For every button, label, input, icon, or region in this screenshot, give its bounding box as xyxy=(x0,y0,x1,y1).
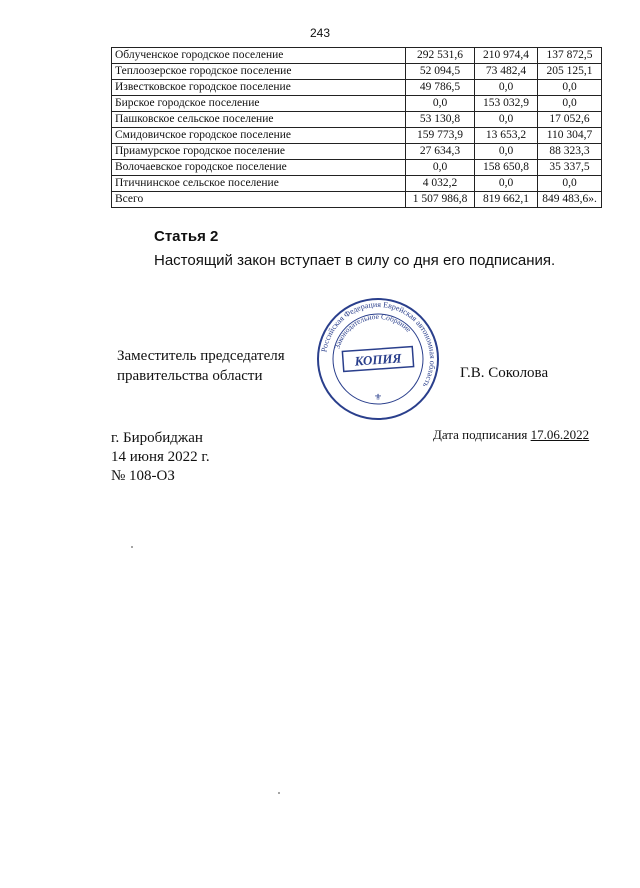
amount-cell: 0,0 xyxy=(538,176,602,192)
place-block xyxy=(111,429,210,486)
table-row xyxy=(112,192,602,208)
amount-cell: 0,0 xyxy=(475,176,538,192)
amount-cell: 849 483,6». xyxy=(538,192,602,208)
amount-cell: 292 531,6 xyxy=(406,48,475,64)
amount-cell: 210 974,4 xyxy=(475,48,538,64)
settlement-name-cell: Пашковское сельское поселение xyxy=(112,112,406,128)
amount-cell: 205 125,1 xyxy=(538,64,602,80)
amount-cell: 0,0 xyxy=(538,96,602,112)
signer-title xyxy=(117,346,285,386)
law-date: 14 июня 2022 г. xyxy=(111,449,210,465)
settlement-name-cell: Всего xyxy=(112,192,406,208)
table-row xyxy=(112,160,602,176)
article-heading: Статья 2 xyxy=(154,228,219,245)
settlement-name-cell: Облученское городское поселение xyxy=(112,48,406,64)
amount-cell: 137 872,5 xyxy=(538,48,602,64)
amount-cell: 4 032,2 xyxy=(406,176,475,192)
amount-cell: 35 337,5 xyxy=(538,160,602,176)
table-row xyxy=(112,96,602,112)
seal-copy-label: КОПИЯ xyxy=(354,350,402,369)
scan-speck xyxy=(278,792,280,794)
official-seal xyxy=(315,296,441,422)
amount-cell: 0,0 xyxy=(475,80,538,96)
settlement-name-cell: Известковское городское поселение xyxy=(112,80,406,96)
seal-outer-text: Российская Федерация Еврейская автономная область xyxy=(319,299,438,389)
amount-cell: 49 786,5 xyxy=(406,80,475,96)
settlement-name-cell: Смидовичское городское поселение xyxy=(112,128,406,144)
signer-name: Г.В. Соколова xyxy=(460,365,549,381)
amount-cell: 158 650,8 xyxy=(475,160,538,176)
scan-speck xyxy=(131,546,133,548)
amount-cell: 17 052,6 xyxy=(538,112,602,128)
table-row xyxy=(112,176,602,192)
settlement-name-cell: Бирское городское поселение xyxy=(112,96,406,112)
seal-inner-text: Законодательное Собрание xyxy=(332,311,414,350)
amount-cell: 0,0 xyxy=(406,160,475,176)
amount-cell: 0,0 xyxy=(475,112,538,128)
amount-cell: 0,0 xyxy=(538,80,602,96)
signing-date xyxy=(433,427,589,443)
settlement-name-cell: Теплоозерское городское поселение xyxy=(112,64,406,80)
amount-cell: 27 634,3 xyxy=(406,144,475,160)
settlement-name-cell: Птичнинское сельское поселение xyxy=(112,176,406,192)
amount-cell: 52 094,5 xyxy=(406,64,475,80)
amount-cell: 110 304,7 xyxy=(538,128,602,144)
table-row xyxy=(112,64,602,80)
amount-cell: 159 773,9 xyxy=(406,128,475,144)
settlement-name-cell: Приамурское городское поселение xyxy=(112,144,406,160)
table-row xyxy=(112,144,602,160)
amount-cell: 0,0 xyxy=(406,96,475,112)
signing-date-value: 17.06.2022 xyxy=(530,427,590,442)
amount-cell: 819 662,1 xyxy=(475,192,538,208)
table-row xyxy=(112,80,602,96)
amount-cell: 153 032,9 xyxy=(475,96,538,112)
signer-title-line2: правительства области xyxy=(117,368,263,384)
amount-cell: 1 507 986,8 xyxy=(406,192,475,208)
amount-cell: 73 482,4 xyxy=(475,64,538,80)
article-text: Настоящий закон вступает в силу со дня его подписания. xyxy=(154,252,556,269)
law-number: № 108-ОЗ xyxy=(111,468,175,484)
budget-table xyxy=(111,47,602,208)
page-number: 243 xyxy=(309,26,331,40)
signing-date-label: Дата подписания xyxy=(433,427,528,442)
table-row xyxy=(112,112,602,128)
amount-cell: 53 130,8 xyxy=(406,112,475,128)
table-row xyxy=(112,48,602,64)
table-row xyxy=(112,128,602,144)
signer-title-line1: Заместитель председателя xyxy=(117,348,285,364)
settlement-name-cell: Волочаевское городское поселение xyxy=(112,160,406,176)
amount-cell: 88 323,3 xyxy=(538,144,602,160)
seal-emblem-icon: ⚜ xyxy=(373,393,383,403)
city-name: г. Биробиджан xyxy=(111,430,203,446)
amount-cell: 13 653,2 xyxy=(475,128,538,144)
amount-cell: 0,0 xyxy=(475,144,538,160)
